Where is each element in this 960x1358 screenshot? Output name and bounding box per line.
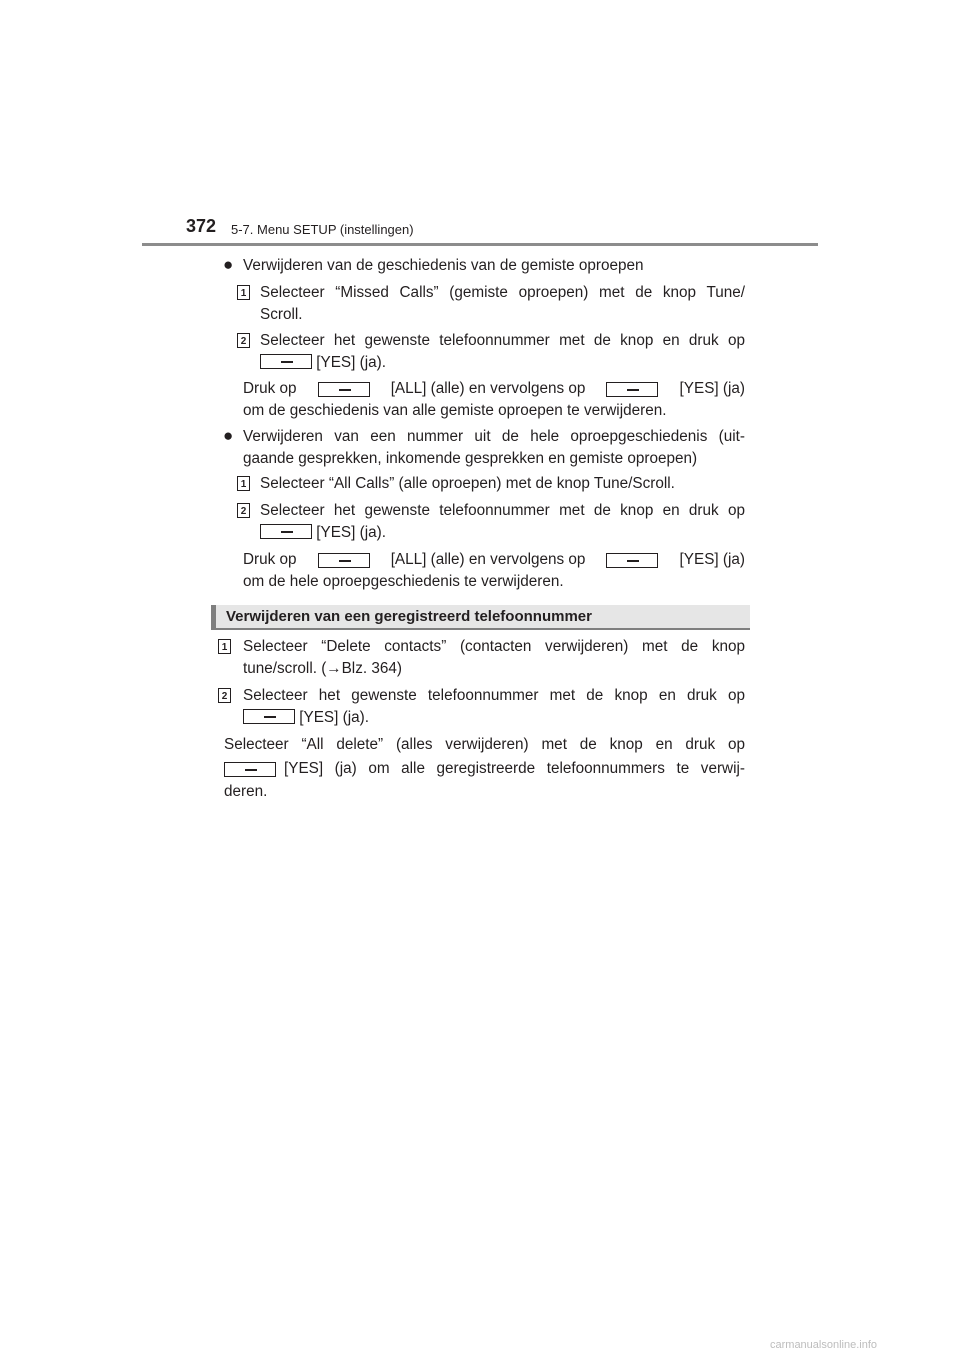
step-text: [YES] (ja). [299, 709, 369, 726]
watermark: carmanualsonline.info [770, 1339, 878, 1351]
note-text: om de hele oproepgeschiedenis te verwijderen. [243, 573, 564, 590]
step-number-badge: 2 [237, 333, 250, 348]
section-rule [211, 628, 750, 630]
chapter-title: 5-7. Menu SETUP (instellingen) [231, 222, 414, 237]
step-text: Selecteer het gewenste telefoonnummer met de knop en druk op [243, 687, 745, 704]
step-text: [YES] (ja). [316, 354, 386, 371]
step-text: Selecteer “Missed Calls” (gemiste oproepen) met de knop Tune/ [260, 284, 745, 301]
note-text: deren. [224, 783, 268, 800]
tuner-button-icon [224, 762, 276, 777]
bullet-title: Verwijderen van een nummer uit de hele oproepgeschiedenis (uit- [243, 428, 745, 445]
step-text: tune/scroll. (→Blz. 364) [243, 660, 402, 677]
bullet-icon: ● [223, 426, 234, 445]
note-text: Druk op [243, 551, 297, 568]
step-text: Selecteer “Delete contacts” (contacten verwijderen) met de knop [243, 638, 745, 655]
section-title: Verwijderen van een geregistreerd telefoonnummer [226, 608, 592, 625]
step-text: [YES] (ja). [316, 524, 386, 541]
tuner-button-icon [243, 709, 295, 724]
note-text: [ALL] (alle) en vervolgens op [390, 551, 586, 568]
note-text: Selecteer “All delete” (alles verwijderen) met de knop en druk op [224, 736, 745, 753]
bullet-title: gaande gesprekken, inkomende gesprekken en gemiste oproepen) [243, 450, 698, 467]
step-number-badge: 1 [237, 285, 250, 300]
note-text: Druk op [243, 380, 297, 397]
bullet-icon: ● [223, 255, 234, 274]
step-number-badge: 2 [237, 503, 250, 518]
step-text: Selecteer “All Calls” (alle oproepen) met de knop Tune/Scroll. [260, 475, 675, 492]
header-rule [142, 243, 818, 246]
step-text: Scroll. [260, 306, 303, 323]
tuner-button-icon [260, 354, 312, 369]
step-text: Selecteer het gewenste telefoonnummer met de knop en druk op [260, 332, 745, 349]
note-text: [YES] (ja) [679, 380, 745, 397]
step-number-badge: 1 [218, 639, 231, 654]
tuner-button-icon [606, 382, 658, 397]
note-text: [YES] (ja) om alle geregistreerde telefoonnummers te verwij- [284, 760, 745, 777]
note-text: [ALL] (alle) en vervolgens op [390, 380, 586, 397]
bullet-title: Verwijderen van de geschiedenis van de gemiste oproepen [243, 257, 644, 274]
section-header [211, 605, 750, 629]
step-number-badge: 1 [237, 476, 250, 491]
page-number: 372 [186, 216, 217, 236]
tuner-button-icon [318, 382, 370, 397]
note-text: om de geschiedenis van alle gemiste oproepen te verwijderen. [243, 402, 667, 419]
tuner-button-icon [606, 553, 658, 568]
step-text: Selecteer het gewenste telefoonnummer met de knop en druk op [260, 502, 745, 519]
tuner-button-icon [260, 524, 312, 539]
step-number-badge: 2 [218, 688, 231, 703]
tuner-button-icon [318, 553, 370, 568]
note-text: [YES] (ja) [679, 551, 745, 568]
